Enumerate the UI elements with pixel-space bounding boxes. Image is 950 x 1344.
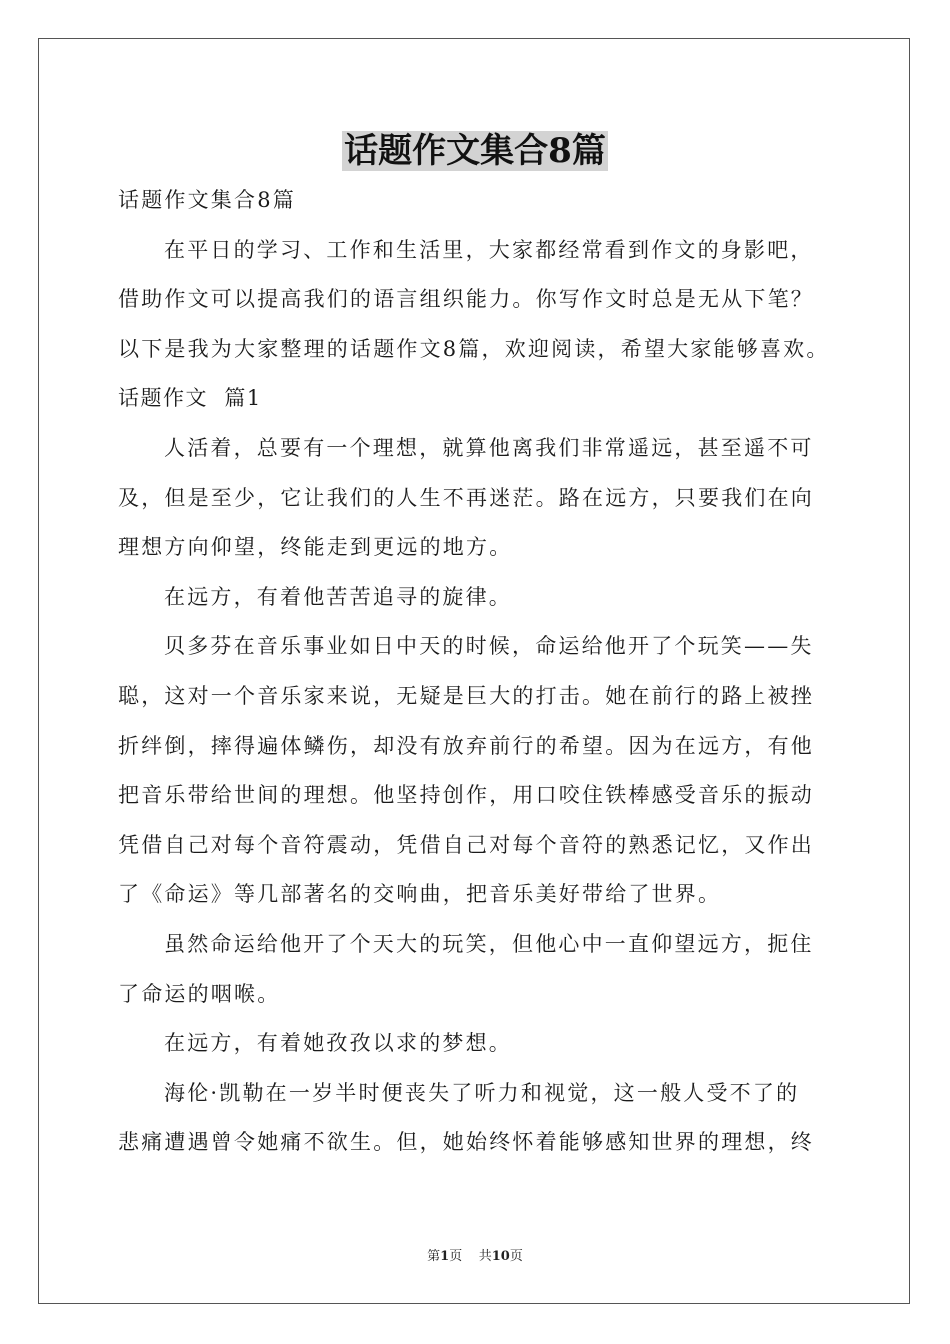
text-line: 虽然命运给他开了个天大的玩笑，但他心中一直仰望远方，扼住	[164, 931, 814, 956]
footer-suffix: 页	[509, 1249, 523, 1264]
text-line: 在远方，有着她孜孜以求的梦想。	[164, 1031, 512, 1056]
text-line: 了命运的咽喉。	[118, 981, 281, 1006]
text-line: 理想方向仰望，终能走到更远的地方。	[118, 535, 513, 560]
document-subtitle: 话题作文集合8篇	[118, 188, 296, 212]
text-line: 悲痛遭遇曾令她痛不欲生。但，她始终怀着能够感知世界的理想，终	[118, 1130, 814, 1155]
document-body	[118, 176, 838, 1168]
text-line: 以下是我为大家整理的话题作文8篇，欢迎阅读，希望大家能够喜欢。	[118, 336, 830, 361]
text-line: 人活着，总要有一个理想，就算他离我们非常遥远，甚至遥不可	[164, 435, 814, 460]
text-line: 凭借自己对每个音符震动，凭借自己对每个音符的熟悉记忆，又作出	[118, 832, 814, 857]
footer-mid: 页 共	[449, 1249, 492, 1264]
page-footer	[0, 1247, 950, 1267]
text-line: 折绊倒，摔得遍体鳞伤，却没有放弃前行的希望。因为在远方，有他	[118, 733, 814, 758]
section-heading: 话题作文 篇1	[118, 386, 262, 411]
text-line: 在平日的学习、工作和生活里，大家都经常看到作文的身影吧，	[164, 237, 814, 262]
document-title-text: 话题作文集合8篇	[344, 131, 606, 171]
footer-total-pages: 10	[491, 1249, 510, 1264]
text-line: 聪，这对一个音乐家来说，无疑是巨大的打击。她在前行的路上被挫	[118, 683, 814, 708]
text-line: 及，但是至少，它让我们的人生不再迷茫。路在远方，只要我们在向	[118, 485, 814, 510]
text-line: 海伦·凯勒在一岁半时便丧失了听力和视觉，这一般人受不了的	[164, 1080, 800, 1105]
body-lines	[118, 226, 838, 1168]
text-line: 了《命运》等几部著名的交响曲，把音乐美好带给了世界。	[118, 882, 722, 907]
footer-prefix: 第	[427, 1249, 441, 1264]
document-title	[0, 126, 950, 176]
text-line: 在远方，有着他苦苦追寻的旋律。	[164, 584, 512, 609]
text-line: 借助作文可以提高我们的语言组织能力。你写作文时总是无从下笔？	[118, 287, 814, 312]
text-line: 把音乐带给世间的理想。他坚持创作，用口咬住铁棒感受音乐的振动	[118, 783, 814, 808]
footer-page-number: 1	[440, 1249, 450, 1264]
text-line: 贝多芬在音乐事业如日中天的时候，命运给他开了个玩笑——失	[164, 634, 814, 659]
